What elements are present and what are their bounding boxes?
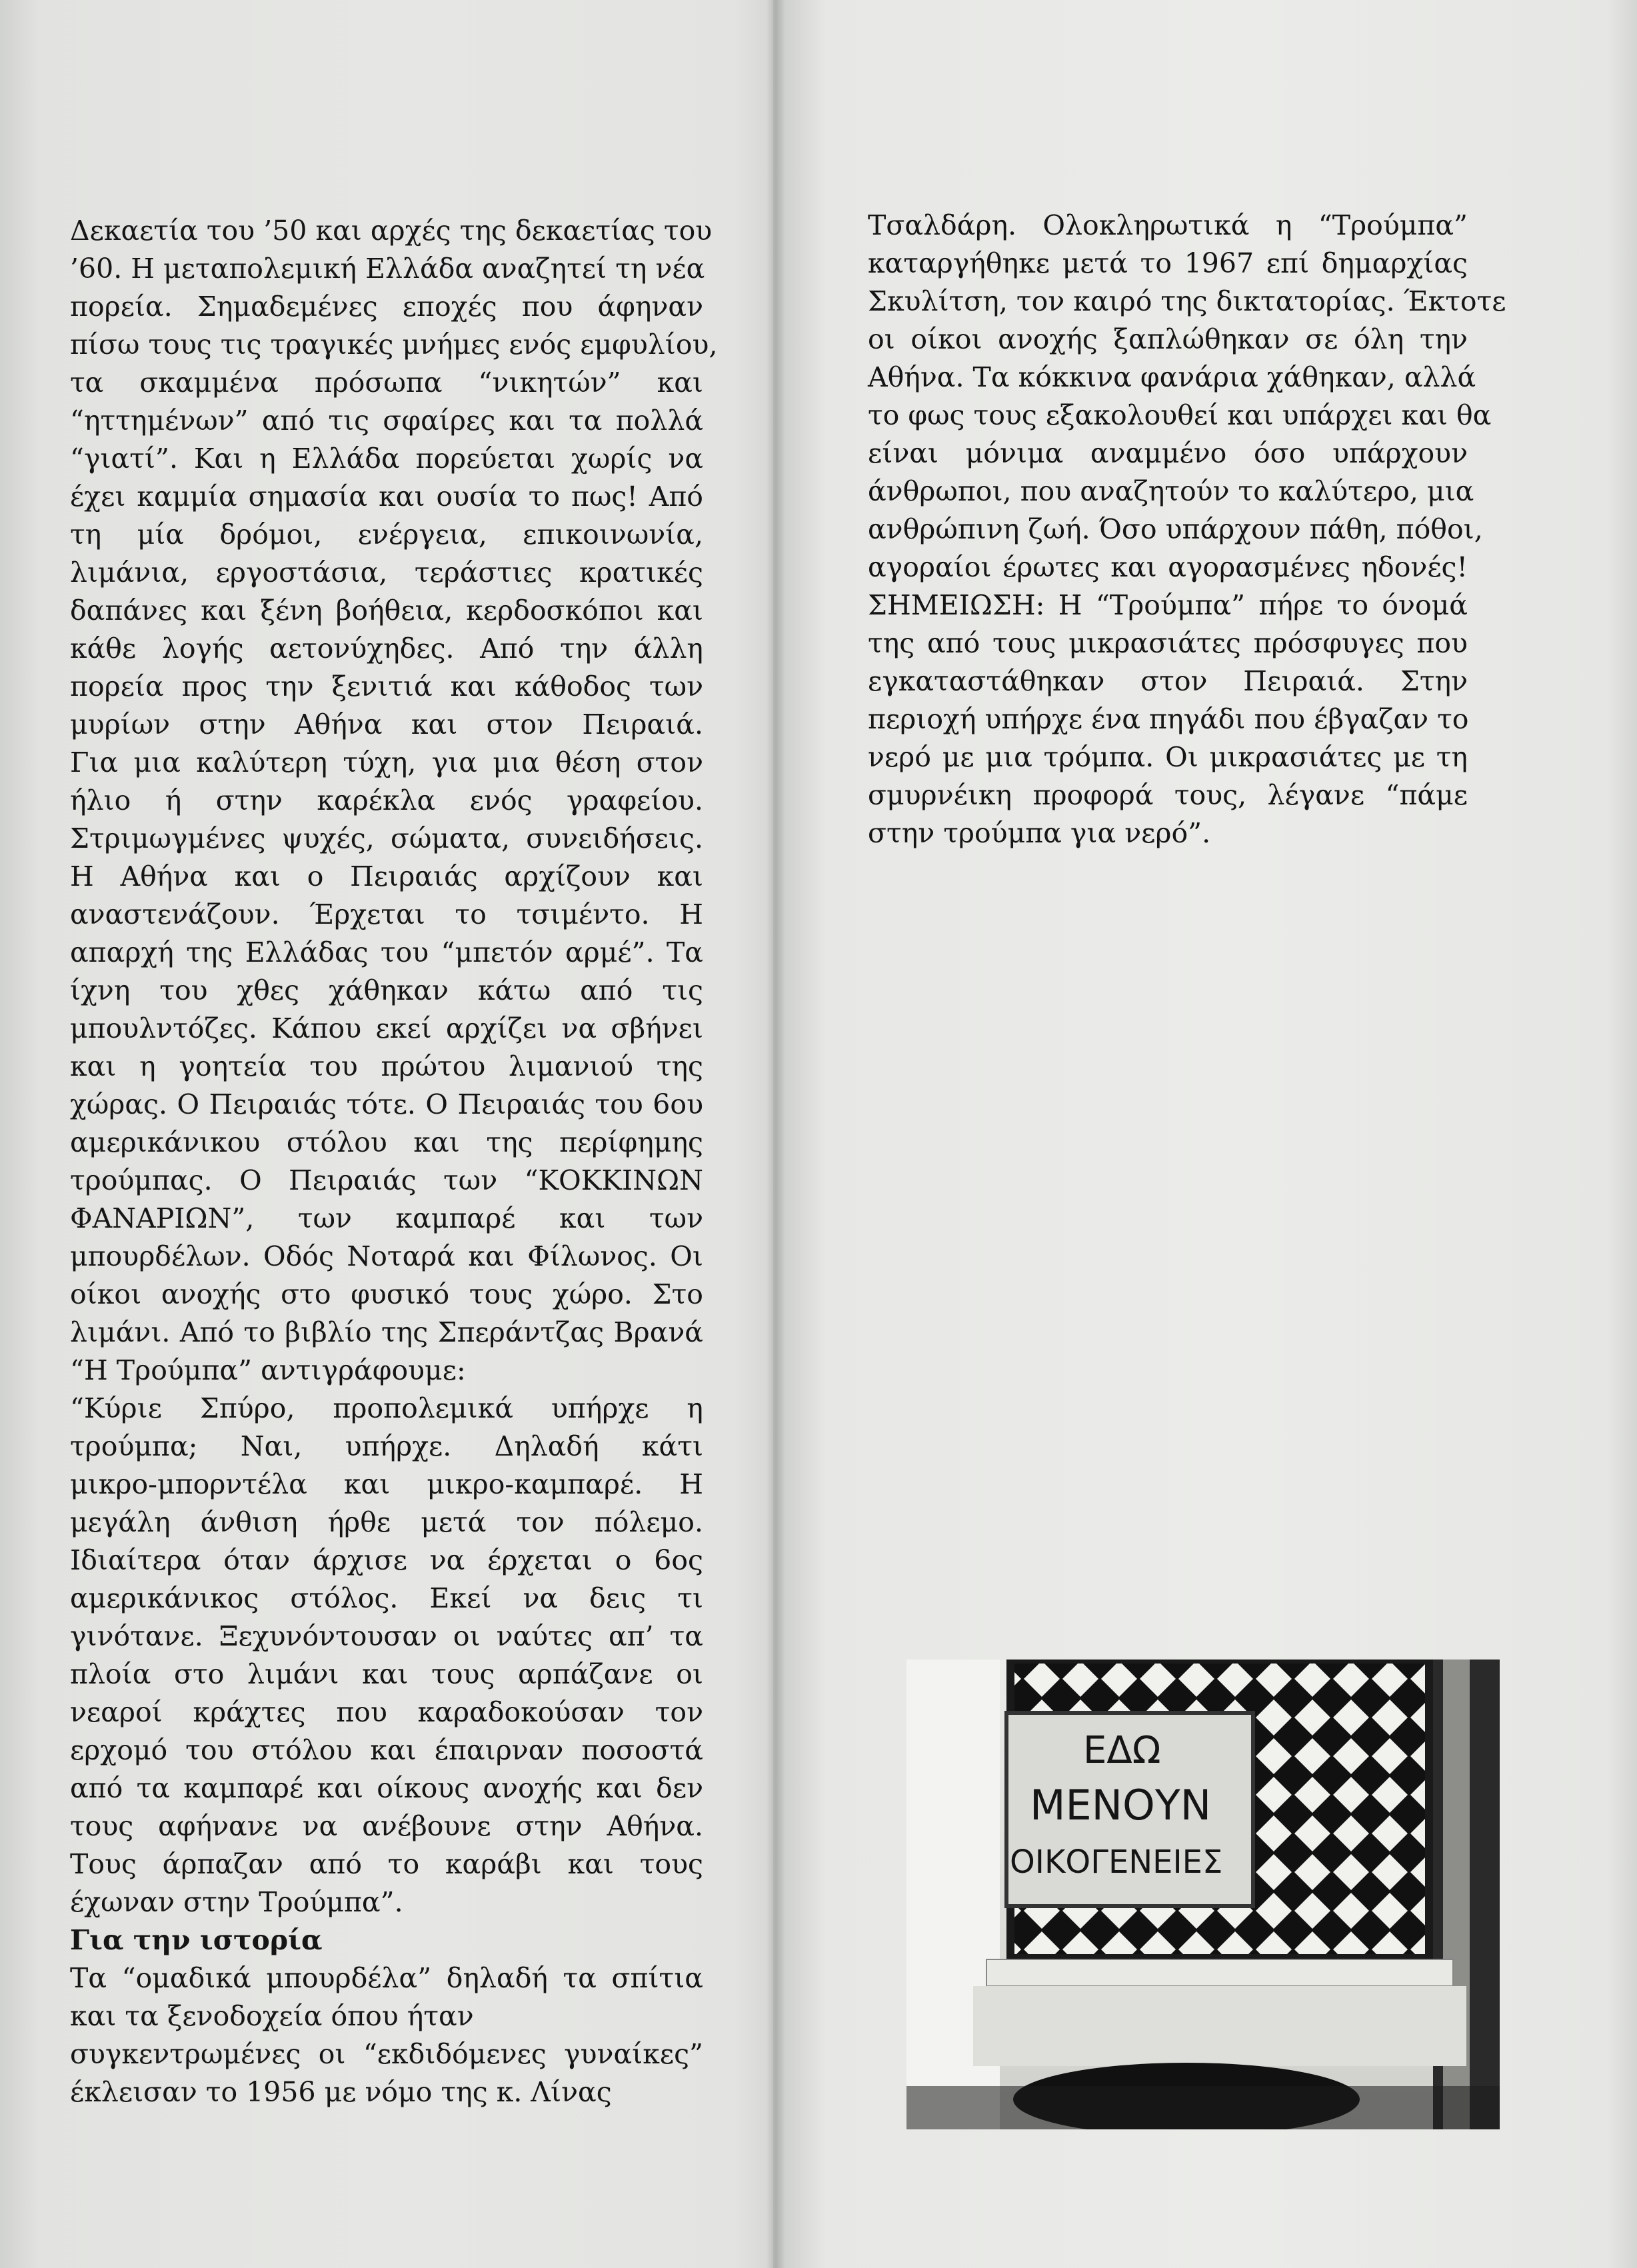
text-line: οι οίκοι ανοχής ξαπλώθηκαν σε όλη την xyxy=(868,323,1468,355)
text-line: και τα ξενοδοχεία όπου ήταν xyxy=(70,2000,474,2032)
text-line: μεγάλη άνθιση ήρθε μετά τον πόλεμο. xyxy=(70,1506,703,1538)
text-line: Δεκαετία του ’50 και αρχές της δεκαετίας του xyxy=(70,215,713,247)
text-line: Τσαλδάρη. Ολοκληρωτικά η “Τρούμπα” xyxy=(868,209,1468,241)
text-line: δαπάνες και ξένη βοήθεια, κερδοσκόποι και xyxy=(70,594,703,626)
sign-text: ΕΔΩ xyxy=(1083,1729,1161,1772)
text-line: το φως τους εξακολουθεί και υπάρχει και θα xyxy=(868,399,1492,431)
text-line: μυρίων στην Αθήνα και στον Πειραιά. xyxy=(70,708,703,740)
text-line: Τους άρπαζαν από το καράβι και τους xyxy=(70,1848,703,1880)
text-line: περιοχή υπήρχε ένα πηγάδι που έβγαζαν το xyxy=(868,703,1469,735)
text-line: της από τους μικρασιάτες πρόσφυγες που xyxy=(868,627,1468,659)
text-line: καταργήθηκε μετά το 1967 επί δημαρχίας xyxy=(868,247,1468,279)
text-line: Για μια καλύτερη τύχη, για μια θέση στον xyxy=(70,746,703,778)
text-line: “Η Τρούμπα” αντιγράφουμε: xyxy=(70,1354,466,1386)
text-line: “Κύριε Σπύρο, προπολεμικά υπήρχε η xyxy=(70,1392,703,1424)
left-text-column xyxy=(70,212,718,2111)
text-line: Αθήνα. Τα κόκκινα φανάρια χάθηκαν, αλλά xyxy=(868,361,1476,393)
text-line: λιμάνι. Από το βιβλίο της Σπεράντζας Βρανά xyxy=(70,1316,703,1348)
text-line: χώρας. Ο Πειραιάς τότε. Ο Πειραιάς του 6ου xyxy=(70,1088,703,1120)
sign-text: ΟΙΚΟΓΕΝΕΙΕΣ xyxy=(1010,1843,1223,1881)
text-line: αγοραίοι έρωτες και αγορασμένες ηδονές! xyxy=(868,551,1468,583)
text-line: πλοία στο λιμάνι και τους αρπάζανε οι xyxy=(70,1658,703,1690)
text-line: τη μία δρόμοι, ενέργεια, επικοινωνία, xyxy=(70,519,703,551)
photo-window-sign xyxy=(906,1660,1500,2129)
text-line: τρούμπας. Ο Πειραιάς των “ΚΟΚΚΙΝΩΝ xyxy=(70,1164,703,1196)
book-spine-shadow xyxy=(767,0,785,2268)
text-line: έχωναν στην Τρούμπα”. xyxy=(70,1886,403,1918)
text-line: συγκεντρωμένες οι “εκδιδόμενες γυναίκες” xyxy=(70,2038,703,2070)
text-line: αναστενάζουν. Έρχεται το τσιμέντο. Η xyxy=(70,898,703,930)
text-line: οίκοι ανοχής στο φυσικό τους χώρο. Στο xyxy=(70,1278,703,1310)
section-heading: Για την ιστορία xyxy=(70,1924,323,1956)
text-line: απαρχή της Ελλάδας του “μπετόν αρμέ”. Τα xyxy=(70,936,703,968)
text-line: και η γοητεία του πρώτου λιμανιού της xyxy=(70,1050,703,1082)
text-line: πορεία. Σημαδεμένες εποχές που άφηναν xyxy=(70,291,703,323)
text-line: ερχομό του στόλου και έπαιρναν ποσοστά xyxy=(70,1734,703,1766)
text-line: μπουλντόζες. Κάπου εκεί αρχίζει να σβήνει xyxy=(70,1012,703,1044)
text-line: έχει καμμία σημασία και ουσία το πως! Από xyxy=(70,481,703,513)
text-line: Η Αθήνα και ο Πειραιάς αρχίζουν και xyxy=(70,860,703,892)
text-line: “ηττημένων” από τις σφαίρες και τα πολλά xyxy=(70,405,703,437)
text-line: ’60. Η μεταπολεμική Ελλάδα αναζητεί τη νέα xyxy=(70,253,705,285)
text-line: έκλεισαν το 1956 με νόμο της κ. Λίνας xyxy=(70,2076,612,2108)
text-line: μικρο-μπορντέλα και μικρο-καμπαρέ. Η xyxy=(70,1468,703,1500)
text-line: τα σκαμμένα πρόσωπα “νικητών” και xyxy=(70,367,703,399)
text-line: άνθρωποι, που αναζητούν το καλύτερο, μια xyxy=(868,475,1474,507)
text-line: εγκαταστάθηκαν στον Πειραιά. Στην xyxy=(868,665,1468,697)
text-line: “γιατί”. Και η Ελλάδα πορεύεται χωρίς να xyxy=(70,443,703,475)
text-line: τους αφήνανε να ανέβουνε στην Αθήνα. xyxy=(70,1810,703,1842)
text-line: αμερικάνικος στόλος. Εκεί να δεις τι xyxy=(70,1582,703,1614)
text-line: πίσω τους τις τραγικές μνήμες ενός εμφυλίου, xyxy=(70,329,718,361)
text-line: λιμάνια, εργοστάσια, τεράστιες κρατικές xyxy=(70,557,703,588)
text-line: γινότανε. Ξεχυνόντουσαν οι ναύτες απ’ τα xyxy=(70,1620,703,1652)
text-line: πορεία προς την ξενιτιά και κάθοδος των xyxy=(70,670,703,702)
text-line: ΦΑΝΑΡΙΩΝ”, των καμπαρέ και των xyxy=(70,1202,703,1234)
text-line: ίχνη του χθες χάθηκαν κάτω από τις xyxy=(70,974,703,1006)
text-line: νερό με μια τρόμπα. Οι μικρασιάτες με τη xyxy=(868,741,1468,773)
text-line: νεαροί κράχτες που καραδοκούσαν τον xyxy=(70,1696,703,1728)
text-line: από τα καμπαρέ και οίκους ανοχής και δεν xyxy=(70,1772,703,1804)
right-text-column xyxy=(868,207,1506,852)
text-line: αμερικάνικου στόλου και της περίφημης xyxy=(70,1126,703,1158)
text-line: Ιδιαίτερα όταν άρχισε να έρχεται ο 6ος xyxy=(70,1544,703,1576)
text-line: Στριμωγμένες ψυχές, σώματα, συνειδήσεις. xyxy=(70,822,703,854)
text-line: Σκυλίτση, τον καιρό της δικτατορίας. Έκτοτε xyxy=(868,285,1506,317)
text-line: κάθε λογής αετονύχηδες. Από την άλλη xyxy=(70,632,703,664)
text-line: Τα “ομαδικά μπουρδέλα” δηλαδή τα σπίτια xyxy=(70,1962,703,1994)
text-line: μπουρδέλων. Οδός Νοταρά και Φίλωνος. Οι xyxy=(70,1240,703,1272)
text-line: ήλιο ή στην καρέκλα ενός γραφείου. xyxy=(70,784,703,816)
text-line: ανθρώπινη ζωή. Όσο υπάρχουν πάθη, πόθοι, xyxy=(868,513,1483,545)
text-line: είναι μόνιμα αναμμένο όσο υπάρχουν xyxy=(868,437,1468,469)
text-line: σμυρνέικη προφορά τους, λέγανε “πάμε xyxy=(868,779,1468,811)
text-line: ΣΗΜΕΙΩΣΗ: Η “Τρούμπα” πήρε το όνομά xyxy=(868,589,1468,621)
text-line: στην τρούμπα για νερό”. xyxy=(868,817,1211,849)
sign-text: ΜΕΝΟΥΝ xyxy=(1030,1781,1212,1829)
text-line: τρούμπα; Ναι, υπήρχε. Δηλαδή κάτι xyxy=(70,1430,703,1462)
